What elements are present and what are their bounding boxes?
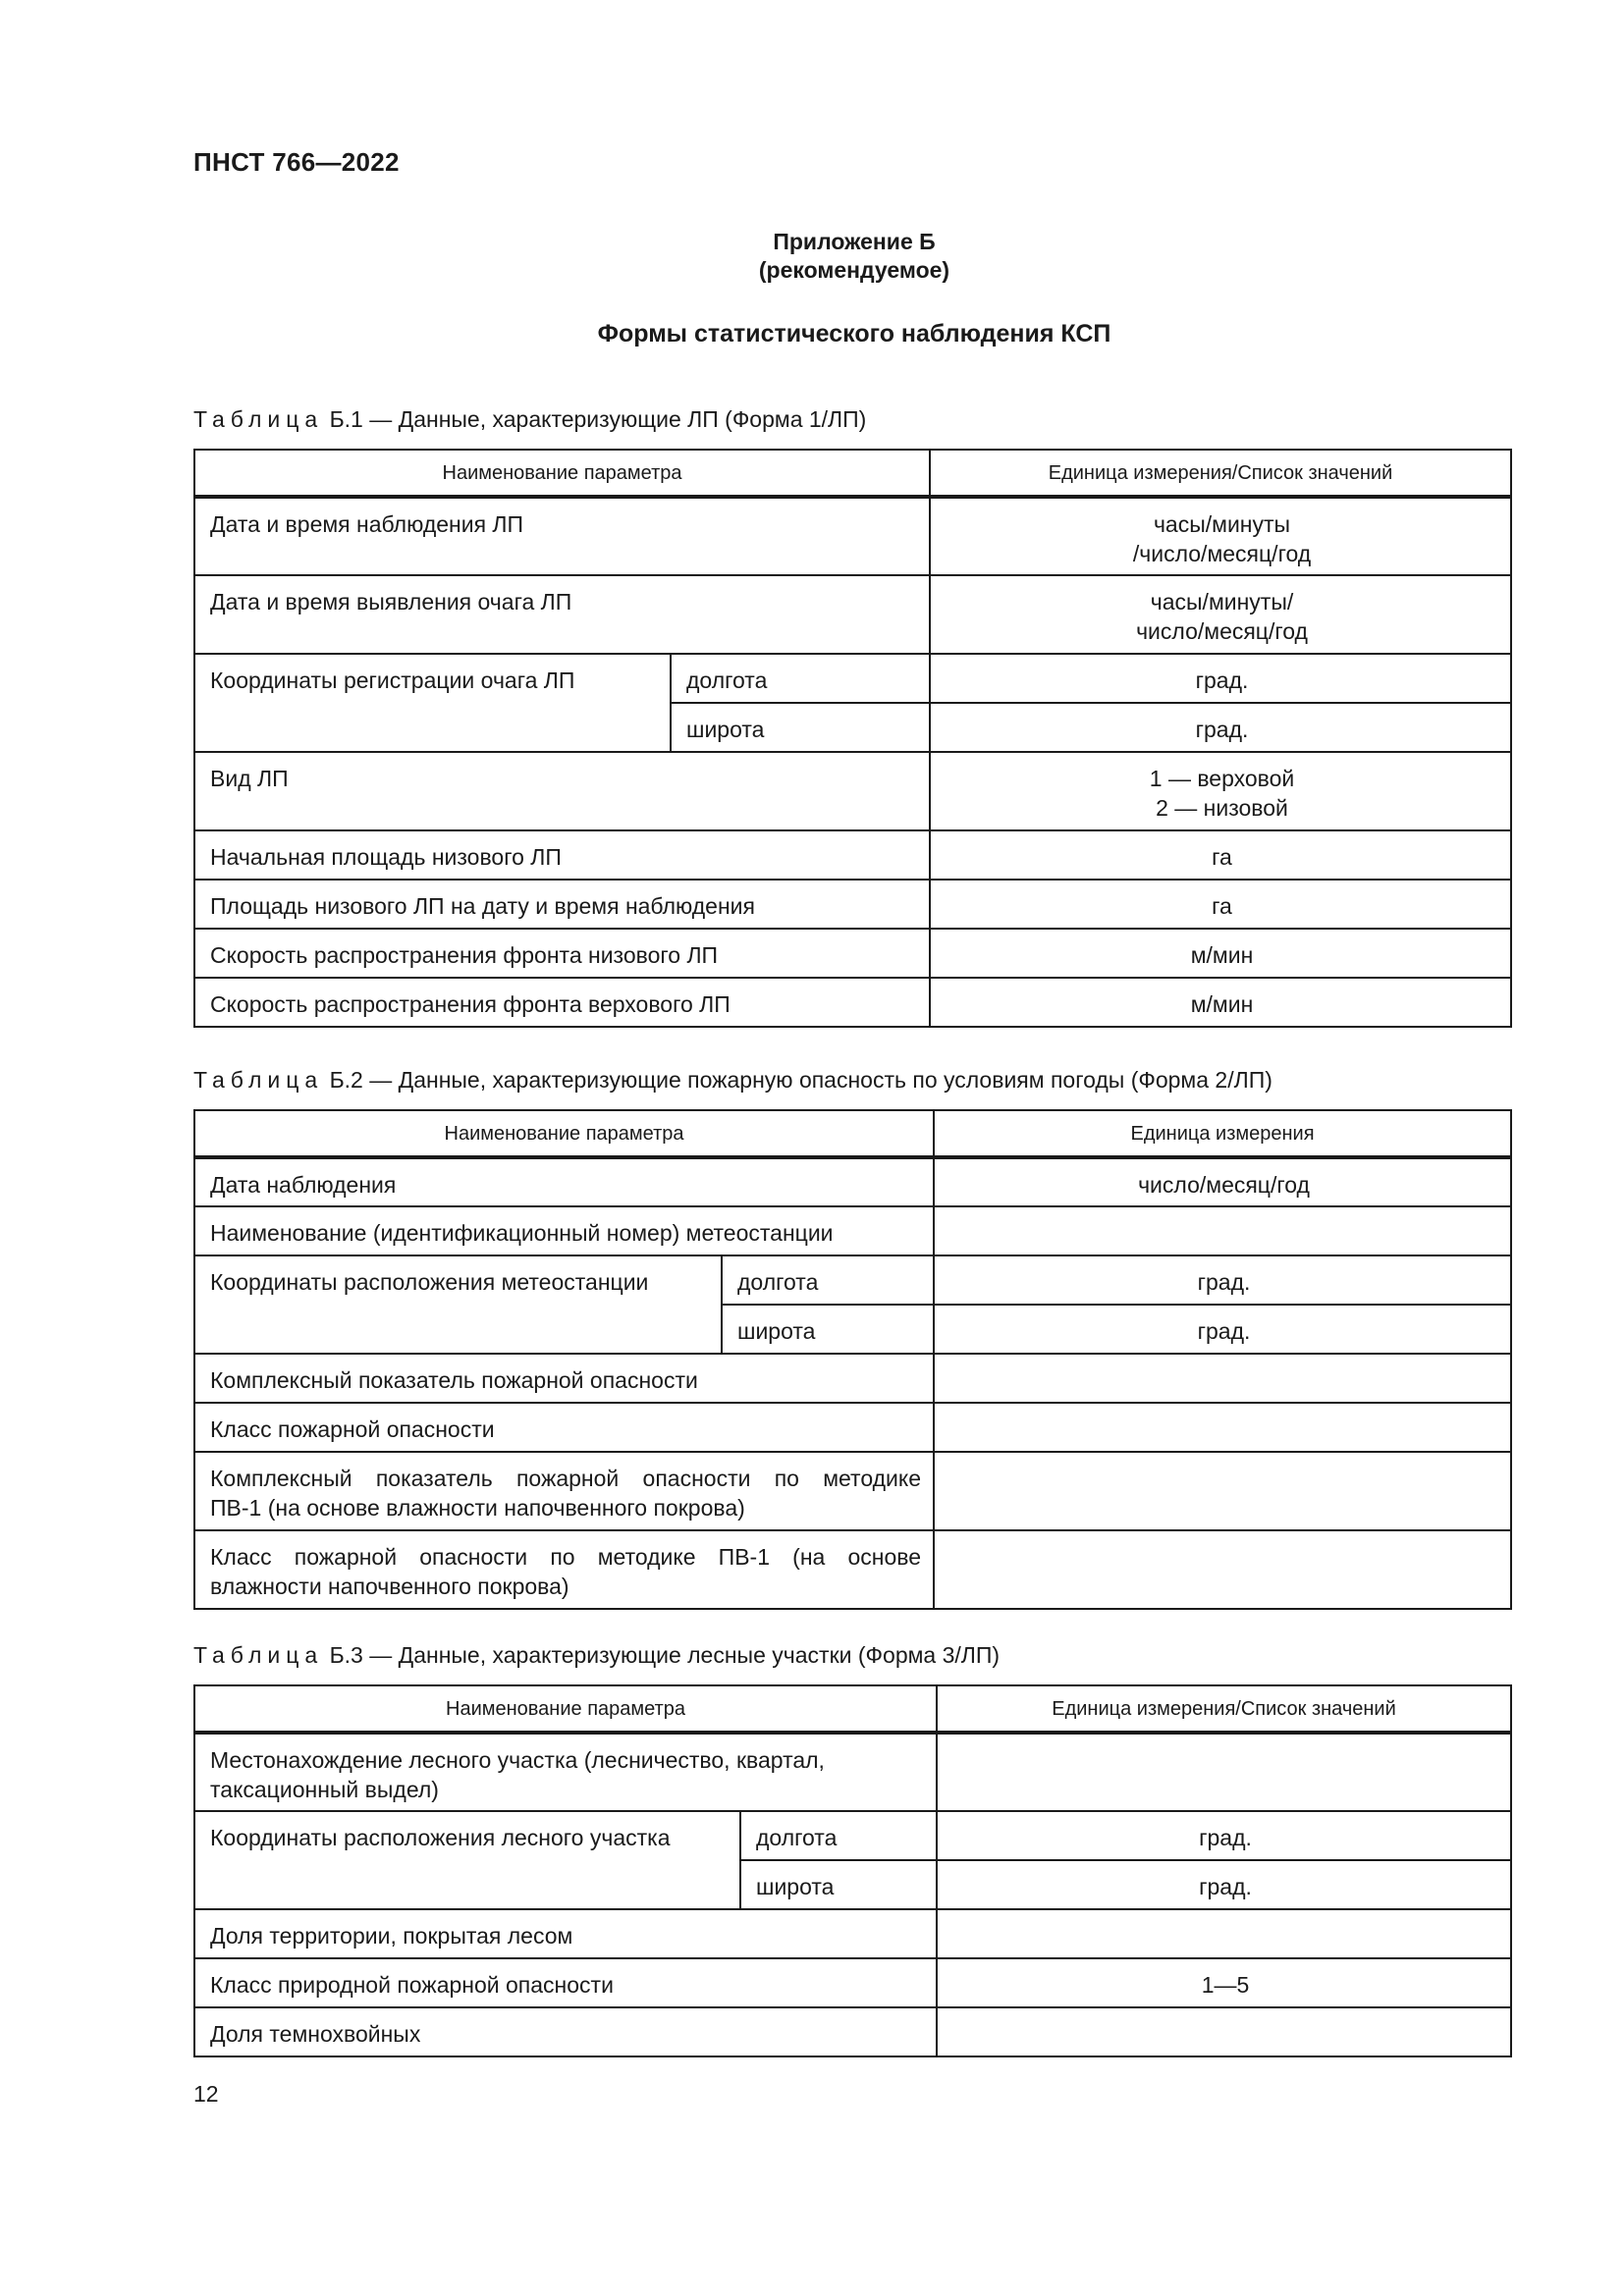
section-title: Формы статистического наблюдения КСП (597, 320, 1111, 347)
table1-r2-value: часы/минуты/ число/месяц/год (930, 575, 1511, 654)
table3-caption (193, 1642, 1000, 1669)
table-row (194, 1354, 1511, 1403)
table3-caption-word: Таблица (193, 1642, 324, 1668)
table3-r1-value (937, 1733, 1511, 1811)
table-row (194, 1452, 1511, 1530)
table2-r6-name: Комплексный показатель пожарной опасности по методике ПВ-1 (на основе влажности напочвенного покрова) (194, 1452, 934, 1530)
table2-r1-value: число/месяц/год (934, 1157, 1511, 1206)
table2-header-unit: Единица измерения (934, 1110, 1511, 1157)
table2-r3-val1: град. (934, 1255, 1511, 1305)
table3-r3-name: Доля территории, покрытая лесом (194, 1909, 937, 1958)
table-row (194, 1157, 1511, 1206)
table2-r4-value (934, 1354, 1511, 1403)
table3-caption-text: Б.3 — Данные, характеризующие лесные участки (Форма 3/ЛП) (323, 1642, 1001, 1668)
table3-r2-name: Координаты расположения лесного участка (194, 1811, 740, 1909)
document-id: ПНСТ 766—2022 (193, 147, 400, 177)
table1-r3-sub2: широта (671, 703, 930, 752)
table-row (194, 830, 1511, 880)
table-row (194, 1811, 1511, 1860)
table-row (194, 2007, 1511, 2056)
table2-r3-name: Координаты расположения метеостанции (194, 1255, 722, 1354)
table2-caption (193, 1067, 1272, 1094)
table1-r5-value: га (930, 830, 1511, 880)
table1-r1-name: Дата и время наблюдения ЛП (194, 497, 930, 575)
table3-r4-value: 1—5 (937, 1958, 1511, 2007)
table3-r2-val2: град. (937, 1860, 1511, 1909)
table1-r7-value: м/мин (930, 929, 1511, 978)
table1-r2-name: Дата и время выявления очага ЛП (194, 575, 930, 654)
annex-title: Приложение Б (773, 229, 936, 254)
page-number: 12 (193, 2081, 219, 2107)
table3-r5-value (937, 2007, 1511, 2056)
table1-r3-val1: град. (930, 654, 1511, 703)
table2-r7-value (934, 1530, 1511, 1609)
table1-caption (193, 406, 866, 433)
table3-r4-name: Класс природной пожарной опасности (194, 1958, 937, 2007)
table-row (194, 1403, 1511, 1452)
table3-r3-value (937, 1909, 1511, 1958)
table2-r5-value (934, 1403, 1511, 1452)
table1-caption-text: Б.1 — Данные, характеризующие ЛП (Форма 1/ЛП) (323, 406, 867, 432)
table-row (194, 1733, 1511, 1811)
table2-caption-word: Таблица (193, 1067, 324, 1093)
table1-r6-name: Площадь низового ЛП на дату и время наблюдения (194, 880, 930, 929)
table-row (194, 1255, 1511, 1305)
table-row (194, 929, 1511, 978)
table2-r5-name: Класс пожарной опасности (194, 1403, 934, 1452)
table1-r1-value: часы/минуты /число/месяц/год (930, 497, 1511, 575)
table2-r3-sub2: широта (722, 1305, 934, 1354)
table-row (194, 654, 1511, 703)
table2-r4-name: Комплексный показатель пожарной опасности (194, 1354, 934, 1403)
table-row (194, 978, 1511, 1027)
table-row (194, 575, 1511, 654)
table-row (194, 1909, 1511, 1958)
table-header-row (194, 1110, 1511, 1157)
table2-r7-name: Класс пожарной опасности по методике ПВ-1 (на основе влажности напочвенного покрова) (194, 1530, 934, 1609)
table-b1 (193, 449, 1512, 1028)
table2-header-name: Наименование параметра (194, 1110, 934, 1157)
table-row (194, 497, 1511, 575)
table-header-row (194, 450, 1511, 497)
table2-r2-value (934, 1206, 1511, 1255)
table1-caption-word: Таблица (193, 406, 324, 432)
table2-r3-val2: град. (934, 1305, 1511, 1354)
table1-r3-sub1: долгота (671, 654, 930, 703)
table1-header-name: Наименование параметра (194, 450, 930, 497)
table1-r5-name: Начальная площадь низового ЛП (194, 830, 930, 880)
table-b2 (193, 1109, 1512, 1610)
table3-r5-name: Доля темнохвойных (194, 2007, 937, 2056)
table3-r2-sub2: широта (740, 1860, 937, 1909)
table2-r1-name: Дата наблюдения (194, 1157, 934, 1206)
table2-caption-text: Б.2 — Данные, характеризующие пожарную опасность по условиям погоды (Форма 2/ЛП) (323, 1067, 1272, 1093)
table1-r8-name: Скорость распространения фронта верхового ЛП (194, 978, 930, 1027)
table1-r4-name: Вид ЛП (194, 752, 930, 830)
table3-header-name: Наименование параметра (194, 1685, 937, 1733)
table2-r6-value (934, 1452, 1511, 1530)
table3-r2-val1: град. (937, 1811, 1511, 1860)
table-row (194, 1530, 1511, 1609)
table1-r7-name: Скорость распространения фронта низового ЛП (194, 929, 930, 978)
table3-header-unit: Единица измерения/Список значений (937, 1685, 1511, 1733)
annex-type: (рекомендуемое) (758, 257, 950, 283)
table-b3 (193, 1684, 1512, 2057)
table2-r3-sub1: долгота (722, 1255, 934, 1305)
table-row (194, 1206, 1511, 1255)
table-row (194, 1958, 1511, 2007)
table-header-row (194, 1685, 1511, 1733)
table1-r3-val2: град. (930, 703, 1511, 752)
table1-r4-value: 1 — верховой 2 — низовой (930, 752, 1511, 830)
table2-r2-name: Наименование (идентификационный номер) метеостанции (194, 1206, 934, 1255)
table1-r3-name: Координаты регистрации очага ЛП (194, 654, 671, 752)
table3-r1-name: Местонахождение лесного участка (лесничество, квартал, таксационный выдел) (194, 1733, 937, 1811)
table1-r6-value: га (930, 880, 1511, 929)
table-row (194, 880, 1511, 929)
table-row (194, 752, 1511, 830)
table1-r8-value: м/мин (930, 978, 1511, 1027)
table3-r2-sub1: долгота (740, 1811, 937, 1860)
table1-header-unit: Единица измерения/Список значений (930, 450, 1511, 497)
